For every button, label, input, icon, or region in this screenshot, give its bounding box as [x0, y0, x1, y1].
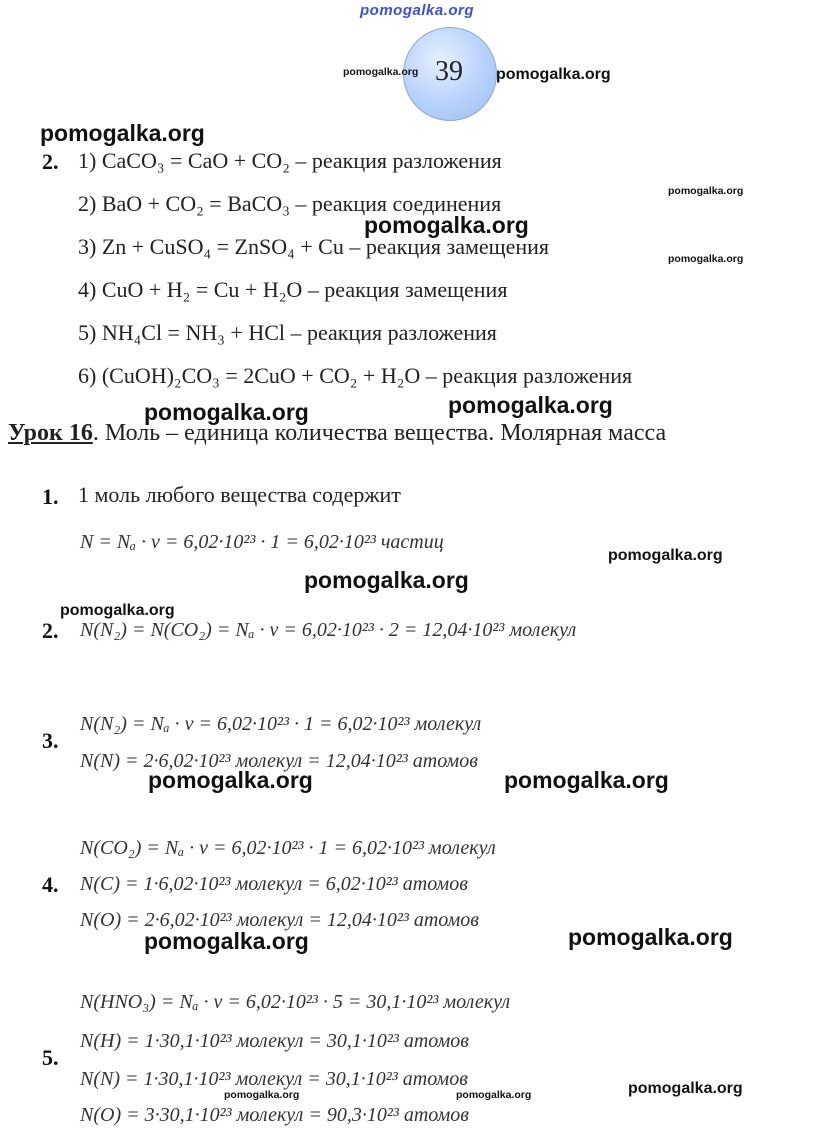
watermark-top[interactable]: pomogalka.org	[360, 2, 475, 19]
watermark: pomogalka.org	[568, 924, 733, 950]
watermark: pomogalka.org	[456, 1089, 532, 1101]
watermark: pomogalka.org	[148, 767, 313, 793]
watermark: pomogalka.org	[144, 928, 309, 954]
watermark: pomogalka.org	[608, 547, 723, 564]
answer-number: 5.	[42, 1045, 59, 1070]
watermark: pomogalka.org	[448, 392, 613, 418]
reaction-line: 1) CaCO₃ = CaO + CO₂ – реакция разложения	[78, 148, 502, 173]
watermark: pomogalka.org	[496, 66, 611, 83]
equation: N(N₂) = Nₐ · ν = 6,02·10²³ · 1 = 6,02·10²³ молекул	[80, 713, 482, 735]
reaction-line: 3) Zn + CuSO₄ = ZnSO₄ + Cu – реакция замещения	[78, 234, 550, 259]
reaction-line: 6) (CuOH)₂CO₃ = 2CuO + CO₂ + H₂O – реакция разложения	[78, 363, 633, 388]
equation: N(O) = 3·30,1·10²³ молекул = 90,3·10²³ атомов	[80, 1104, 469, 1126]
watermark: pomogalka.org	[504, 767, 669, 793]
reaction-line: 5) NH₄Cl = NH₃ + HCl – реакция разложения	[78, 320, 497, 345]
equation: N(CO₂) = Nₐ · ν = 6,02·10²³ · 1 = 6,02·10²³ молекул	[80, 837, 496, 859]
watermark: pomogalka.org	[668, 185, 744, 197]
task-number: 2.	[42, 149, 59, 174]
answer-number: 2.	[42, 618, 59, 643]
answer-number: 1.	[42, 484, 59, 509]
reaction-line: 4) CuO + H₂ = Cu + H₂O – реакция замещения	[78, 277, 508, 302]
equation: N(N) = 1·30,1·10²³ молекул = 30,1·10²³ атомов	[80, 1068, 468, 1090]
watermark: pomogalka.org	[40, 120, 205, 146]
equation: N(C) = 1·6,02·10²³ молекул = 6,02·10²³ атомов	[80, 873, 468, 895]
equation: N(HNO₃) = Nₐ · ν = 6,02·10²³ · 5 = 30,1·10²³ молекул	[80, 991, 511, 1013]
watermark: pomogalka.org	[343, 66, 419, 78]
answer-text: 1 моль любого вещества содержит	[78, 482, 401, 507]
lesson-label: Урок 16	[8, 420, 93, 446]
equation: N(O) = 2·6,02·10²³ молекул = 12,04·10²³ атомов	[80, 909, 479, 931]
watermark: pomogalka.org	[304, 567, 469, 593]
reaction-line: 2) BaO + CO₂ = BaCO₃ – реакция соединения	[78, 191, 502, 216]
equation: N(N₂) = N(CO₂) = Nₐ · ν = 6,02·10²³ · 2 = 12,04·10²³ молекул	[80, 619, 577, 641]
watermark: pomogalka.org	[224, 1089, 300, 1101]
watermark: pomogalka.org	[144, 399, 309, 425]
lesson-title: . Моль – единица количества вещества. Молярная масса	[92, 420, 667, 446]
page-number: 39	[435, 56, 463, 87]
watermark: pomogalka.org	[60, 602, 175, 619]
equation: N(H) = 1·30,1·10²³ молекул = 30,1·10²³ атомов	[80, 1030, 469, 1052]
lesson-heading	[8, 420, 666, 447]
answer-number: 3.	[42, 728, 59, 753]
equation: N = Nₐ · ν = 6,02·10²³ · 1 = 6,02·10²³ частиц	[80, 531, 444, 553]
watermark: pomogalka.org	[668, 253, 744, 265]
answer-number: 4.	[42, 872, 59, 897]
watermark: pomogalka.org	[628, 1080, 743, 1097]
equation: N(N) = 2·6,02·10²³ молекул = 12,04·10²³ атомов	[80, 750, 478, 772]
watermark: pomogalka.org	[364, 212, 529, 238]
